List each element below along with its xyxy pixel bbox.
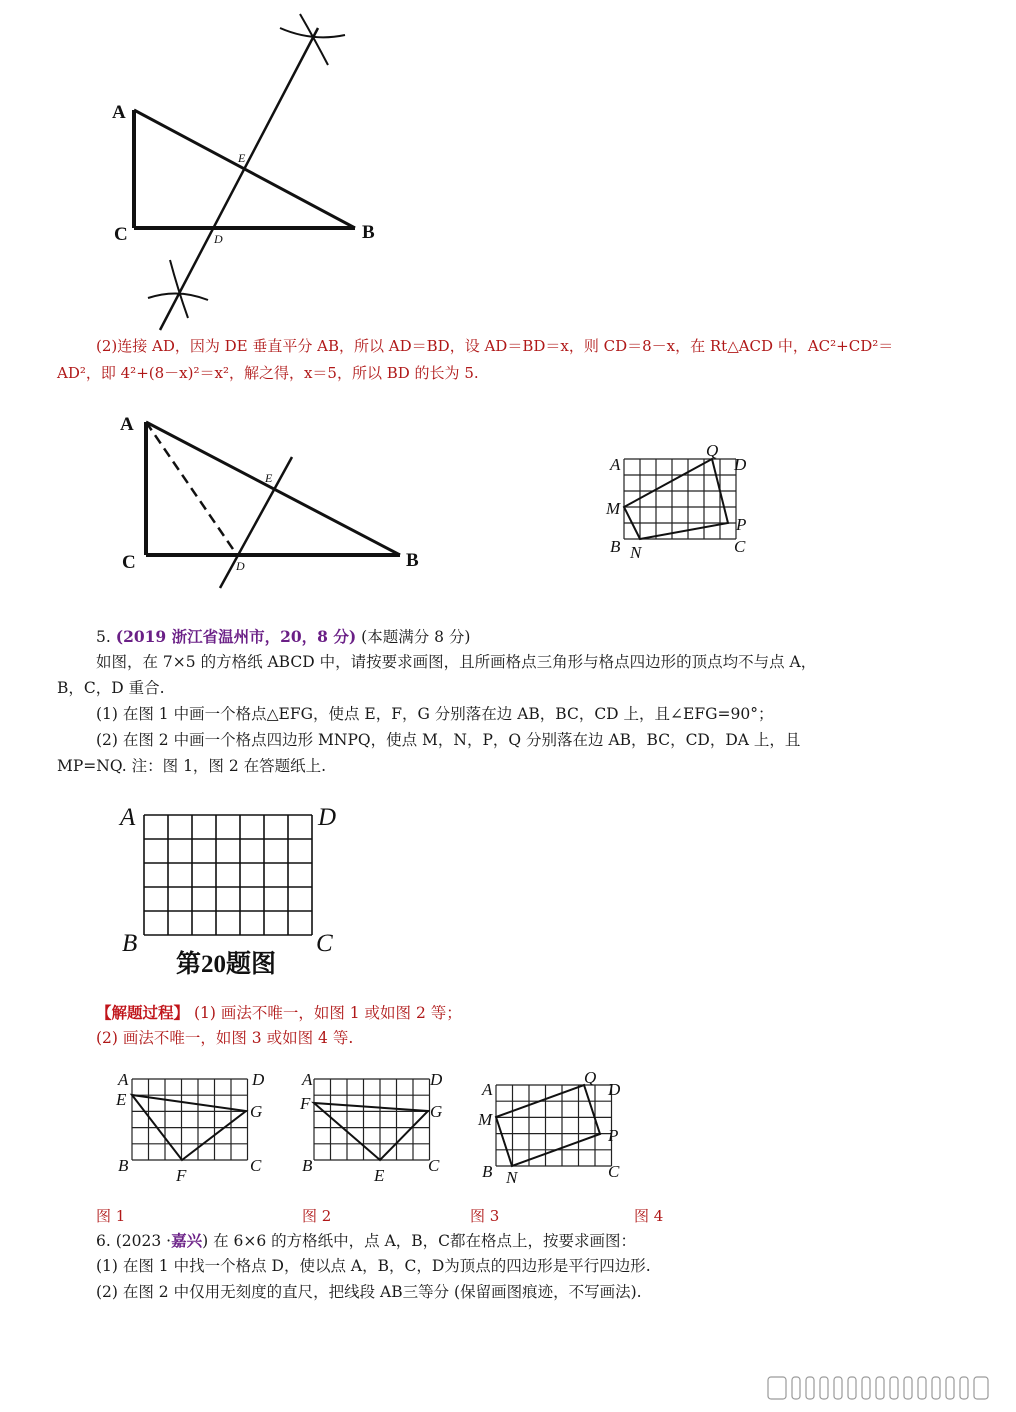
solution-5-line-2: (2) 画法不唯一，如图 3 或如图 4 等. [96, 1029, 354, 1047]
problem-6-source-year: (2023 · [115, 1232, 172, 1250]
label-a: A [302, 1070, 313, 1089]
grid-figure-caption: 第20题图 [176, 951, 277, 978]
label-d: D [734, 455, 747, 474]
small-grid-mnpq [600, 440, 770, 570]
problem-6-line-1: (1) 在图 1 中找一个格点 D，使以点 A，B，C，D为顶点的四边形是平行四边形. [96, 1257, 651, 1275]
label-f: F [176, 1166, 187, 1185]
answer-figure-2 [296, 1065, 466, 1190]
solution-tag: 【解题过程】 [96, 1003, 190, 1022]
label-d: D [236, 559, 245, 573]
label-g: G [250, 1102, 263, 1121]
figure-2-triangle [100, 400, 450, 600]
problem-6-source-close: ) [202, 1232, 209, 1250]
label-q: Q [706, 441, 719, 460]
problem-5-header [96, 627, 470, 647]
label-a: A [120, 804, 136, 831]
problem-5-line-1: 如图，在 7×5 的方格纸 ABCD 中，请按要求画图，且所画格点三角形与格点四边形的顶点均不与点 A， [96, 653, 817, 671]
label-n: N [630, 543, 642, 562]
label-b: B [118, 1156, 129, 1175]
label-c: C [428, 1156, 440, 1175]
problem-5-source: (2019 浙江省温州市，20，8 分) [115, 627, 357, 646]
answer-figure-3 [472, 1065, 642, 1190]
label-a: A [482, 1080, 493, 1099]
label-c: C [316, 930, 333, 955]
caption-fig-4: 图 4 [634, 1207, 664, 1225]
problem-5-number: 5. [96, 628, 111, 646]
label-b: B [610, 537, 621, 556]
problem-5-line-4: (2) 在图 2 中画一个格点四边形 MNPQ，使点 M，N，P，Q 分别落在边 AB，BC，CD，DA 上，且 [96, 731, 801, 749]
label-c: C [734, 537, 746, 556]
label-a: A [120, 414, 134, 435]
problem-6-stem: 在 6×6 的方格纸中，点 A，B，C都在格点上，按要求画图： [213, 1232, 637, 1250]
label-a: A [610, 455, 621, 474]
label-b: B [122, 930, 138, 955]
label-c: C [608, 1162, 620, 1181]
label-b: B [406, 550, 419, 571]
label-d: D [318, 804, 337, 831]
label-c: C [122, 552, 136, 573]
label-d: D [608, 1080, 621, 1099]
problem-6-number: 6. [96, 1232, 111, 1250]
label-b: B [302, 1156, 313, 1175]
solution-2-line-1: (2)连接 AD，因为 DE 垂直平分 AB，所以 AD＝BD，设 AD＝BD＝x，则 CD＝8－x，在 Rt△ACD 中，AC²+CD²＝ [96, 337, 894, 355]
caption-fig-1: 图 1 [96, 1207, 126, 1225]
solution-5-line-1 [96, 1003, 462, 1023]
label-m: M [478, 1110, 493, 1129]
label-a: A [118, 1070, 129, 1089]
label-e: E [265, 471, 273, 485]
label-e: E [238, 151, 246, 165]
label-g: G [430, 1102, 443, 1121]
problem-6-line-2: (2) 在图 2 中仅用无刻度的直尺，把线段 AB三等分 (保留画图痕迹，不写画法). [96, 1283, 642, 1301]
problem-6-source-city: 嘉兴 [171, 1231, 203, 1250]
bisector-line [160, 28, 318, 330]
label-c: C [250, 1156, 262, 1175]
label-n: N [506, 1168, 518, 1187]
label-m: M [606, 499, 621, 518]
label-a: A [112, 102, 126, 123]
problem-5-line-3: (1) 在图 1 中画一个格点△EFG，使点 E，F，G 分别落在边 AB，BC，CD 上，且∠EFG=90°； [96, 705, 774, 723]
label-d: D [252, 1070, 265, 1089]
problem-5-line-5: MP=NQ. 注：图 1，图 2 在答题纸上. [57, 757, 327, 775]
label-p: P [608, 1126, 619, 1145]
grid-figure-20 [110, 795, 370, 955]
solution-5-text-1: (1) 画法不唯一，如图 1 或如图 2 等； [193, 1004, 462, 1022]
label-d: D [214, 232, 223, 246]
label-e: E [374, 1166, 385, 1185]
label-q: Q [584, 1068, 597, 1087]
watermark-bars-icon [766, 1374, 996, 1404]
caption-fig-3: 图 3 [470, 1207, 500, 1225]
label-b: B [482, 1162, 493, 1181]
answer-figure-1 [110, 1065, 280, 1190]
label-b: B [362, 222, 375, 243]
label-c: C [114, 224, 128, 245]
figure-1-construction [0, 0, 420, 340]
problem-5-score: (本题满分 8 分) [361, 628, 471, 646]
label-f: F [300, 1094, 311, 1113]
label-d: D [430, 1070, 443, 1089]
problem-6-header [96, 1231, 636, 1251]
problem-5-line-2: B，C，D 重合. [57, 679, 165, 697]
caption-fig-2: 图 2 [302, 1207, 332, 1225]
solution-2-line-2: AD²，即 4²+(8－x)²＝x²，解之得，x＝5，所以 BD 的长为 5. [57, 364, 479, 382]
label-p: P [736, 515, 747, 534]
label-e: E [116, 1090, 127, 1109]
